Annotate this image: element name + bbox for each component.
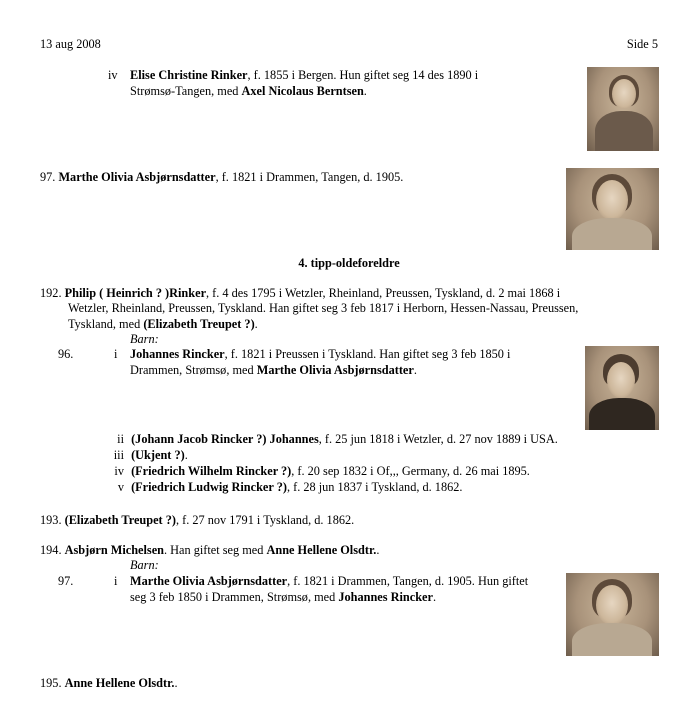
entry-text: seg 3 feb 1850 i Drammen, Strømsø, med: [130, 589, 339, 604]
child-entry-iii: [100, 448, 188, 464]
entry-text: .: [184, 448, 188, 462]
entry-elise-text: [130, 68, 478, 99]
child-ref-number: 96.: [58, 347, 74, 361]
child-numeral: iv: [114, 464, 124, 478]
person-name: (Johann Jacob Rincker ?) Johannes: [131, 432, 319, 446]
entry-number: 194.: [40, 543, 62, 557]
entry-text: . Han giftet seg med: [164, 543, 267, 557]
entry-text: , f. 27 nov 1791 i Tyskland, d. 1862.: [175, 513, 355, 527]
person-name: Marthe Olivia Asbjørnsdatter: [130, 574, 288, 588]
person-name: Johannes Rincker: [130, 347, 225, 361]
entry-text: .: [254, 316, 258, 331]
portrait-photo-marthe: [566, 168, 659, 250]
portrait-photo-marthe-2: [566, 573, 659, 656]
entry-text: , f. 4 des 1795 i Wetzler, Rheinland, Preussen, Tyskland, d. 2 mai 1868 i: [206, 286, 561, 300]
spouse-name: Anne Hellene Olsdtr.: [266, 543, 377, 557]
portrait-photo-elise: [587, 67, 659, 151]
entry-text: , f. 25 jun 1818 i Wetzler, d. 27 nov 1889 i USA.: [318, 432, 558, 446]
entry-text: .: [413, 362, 417, 377]
child-numeral: v: [117, 480, 124, 494]
person-name: (Elizabeth Treupet ?): [64, 513, 176, 527]
entry-text: , f. 20 sep 1832 i Of,,, Germany, d. 26 mai 1895.: [291, 464, 530, 478]
child-numeral: i: [114, 574, 118, 588]
entry-192-line2: [68, 301, 578, 332]
spouse-name: Johannes Rincker: [338, 589, 433, 604]
entry-number: 193.: [40, 513, 62, 527]
portrait-photo-johannes: [585, 346, 659, 430]
children-label: Barn:: [130, 558, 159, 572]
entry-text: .: [376, 543, 380, 557]
child-numeral: i: [114, 347, 118, 361]
entry-text: , f. 28 jun 1837 i Tyskland, d. 1862.: [286, 480, 463, 494]
child-numeral: ii: [117, 432, 124, 446]
entry-text: , f. 1821 i Drammen, Tangen, d. 1905. Hun giftet: [287, 574, 529, 588]
entry-number: 195.: [40, 676, 62, 690]
child-ref-number: 97.: [58, 574, 74, 588]
header-page-number: Side 5: [626, 37, 658, 51]
children-label: Barn:: [130, 332, 159, 346]
header-date: 13 aug 2008: [40, 37, 101, 51]
person-name: (Ukjent ?): [131, 448, 185, 462]
person-name: Anne Hellene Olsdtr.: [64, 676, 175, 690]
entry-192: [40, 286, 560, 302]
entry-text: Drammen, Strømsø, med: [130, 362, 257, 377]
entry-193: [40, 513, 354, 529]
entry-text: Tyskland, med: [68, 316, 144, 331]
entry-number: 97.: [40, 170, 56, 184]
person-name: Elise Christine Rinker: [130, 68, 248, 82]
entry-97: [40, 170, 403, 186]
child-numeral: iii: [113, 448, 124, 462]
section-heading: 4. tipp-oldeforeldre: [298, 256, 400, 270]
entry-number: 192.: [40, 286, 62, 300]
entry-195: [40, 676, 178, 692]
entry-elise-line1: [108, 68, 118, 84]
person-name: Philip ( Heinrich ? )Rinker: [64, 286, 207, 300]
person-name: (Friedrich Wilhelm Rincker ?): [131, 464, 292, 478]
entry-text: Wetzler, Rheinland, Preussen, Tyskland. Han giftet seg 3 feb 1817 i Herborn, Hessen-Nassau, Preussen,: [68, 301, 579, 315]
entry-194: [40, 543, 379, 559]
entry-text: Strømsø-Tangen, med: [130, 83, 242, 98]
entry-text: .: [363, 83, 367, 98]
entry-text: , f. 1855 i Bergen. Hun giftet seg 14 des 1890 i: [247, 68, 479, 82]
child-entry-iv: [100, 464, 530, 480]
entry-text: .: [174, 676, 178, 690]
entry-text: , f. 1821 i Drammen, Tangen, d. 1905.: [215, 170, 404, 184]
child-entry-v: [100, 480, 462, 496]
entry-text: .: [432, 589, 437, 604]
person-name: Marthe Olivia Asbjørnsdatter: [58, 170, 216, 184]
child-entry-johannes: [130, 347, 510, 378]
person-name: (Friedrich Ludwig Rincker ?): [131, 480, 287, 494]
child-numeral: iv: [108, 68, 118, 82]
spouse-name: Axel Nicolaus Berntsen: [241, 83, 364, 98]
child-entry-marthe: [130, 574, 528, 605]
entry-text: , f. 1821 i Preussen i Tyskland. Han giftet seg 3 feb 1850 i: [224, 347, 511, 361]
spouse-name: (Elizabeth Treupet ?): [143, 316, 255, 331]
child-entry-ii: [100, 432, 558, 448]
person-name: Asbjørn Michelsen: [64, 543, 165, 557]
spouse-name: Marthe Olivia Asbjørnsdatter: [256, 362, 414, 377]
